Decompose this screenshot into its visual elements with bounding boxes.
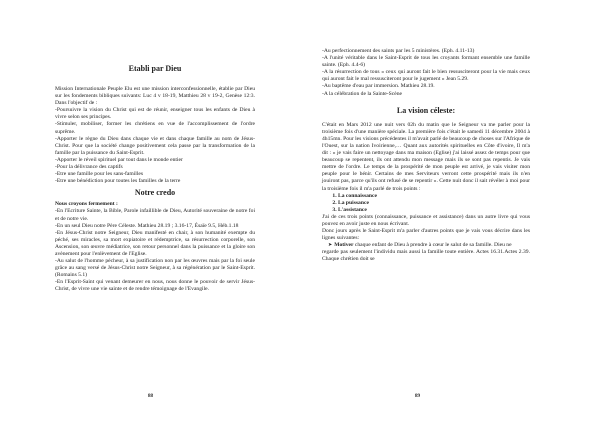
- point-item: 2. La puissance: [338, 200, 530, 207]
- paragraph: -Stimuler, mobiliser, former les chrétiens en vue de l'accomplissement de l'ordre suprême.: [55, 121, 255, 135]
- credo-item: -En Jésus-Christ notre Seigneur, Dieu manifesté en chair, à son humanité exempte du péché, ses miracles, sa mort expiatoire et rédemptrice, sa résurrection corporelle, son Ascension, son œuvre médiatrice, son retour personnel dans la puissance et la gloire son avènement pour l'enlèvement de l'Eglise.: [55, 229, 255, 257]
- paragraph: -Etre une bénédiction pour toutes les familles de la terre: [55, 178, 181, 185]
- paragraph: Donc jours après le Saint-Esprit m'a parler d'autres points que je vais vous décrire dans les lignes suivantes:: [322, 228, 530, 242]
- credo-item: -Au salut de l'homme pécheur, à sa justification non par les œuvres mais par la foi seule grâce au sang versé de Jésus-Christ notre Seigneur, à sa régénération par le Saint-Esprit. (Romains 5.1): [55, 258, 255, 279]
- credo-item: -En l'Ecriture Sainte, la Bible, Parole infaillible de Dieu, Autorité souveraine de notre foi et de notre vie.: [55, 208, 255, 222]
- left-column: [55, 0, 255, 294]
- belief-item: -A la résurrection de tous « ceux qui auront fait le bien ressusciteront pour la vie mais ceux qui auront fait le mal ressusciteront pour le jugement » Jean 5.29.: [322, 69, 530, 83]
- right-page: [300, 0, 600, 424]
- credo-intro: Nous croyons fermement :: [55, 201, 118, 208]
- paragraph: Mission Internationale Peuple Elu est une mission interconfessionnelle, établie par Dieu sur les fondements bibliques suivants: Luc 4 v 18-19, Matthieu 28 v 19-2, Genèse 12:3. Dans l'objectif de :: [55, 86, 255, 107]
- paragraph: -Apporter le réveil spirituel par tout dans le monde entier: [55, 156, 183, 163]
- motiver-text: chaque enfant de Dieu à prendre à cœur le salut de sa famille. Dieu ne: [353, 242, 512, 249]
- credo-item: -En l'Esprit-Saint qui venant demeurer en nous, nous donne le pouvoir de servir Jésus-Christ, de vivre une vie sainte et de rendre témoignage de l'Evangile.: [55, 279, 255, 293]
- points-list: [322, 193, 530, 214]
- paragraph: J'ai de ces trois points (connaissance, puissance et assistance) dans un autre livre qui vous pouvez en avoir juste en nous écrivant.: [322, 213, 530, 227]
- vision-paragraph: C'était en Mars 2012 une nuit vers 02h du matin que le Seigneur va me parler pour la troisième fois d'une manière spéciale. La première fois c'était le samedi 11 décembre 2004 à 4h15mn. Pour les visions précédentes il m'avait parlé de beaucoup de choses sur l'Afrique de l'Ouest, sur la nation Ivoirienne,… Quant aux autorités spirituelles en Côte d'ivoire, Il m'a dit : « je vais faire un nettoyage dans ma maison (Eglise) j'ai laissé assez de temps pour que beaucoup se repentent, ils ont attendu mon message mais ils se sont pas repentis. Je vais mettre de l'ordre. Le temps de la prospérité de mon peuple est arrivé, je vais visiter mon peuple pour le bénir. Certains de mes Serviteurs verront cette prospérité mais ils n'en jouiront pas, parce qu'ils ont refusé de se repentir ». Cette nuit donc il sait révéler à moi pour la troisième fois il m'a parlé de trois points :: [322, 121, 530, 192]
- point-item: 1. La connaissance: [338, 193, 530, 200]
- paragraph: regarde pas seulement l'individu mais aussi la famille toute entière. Actes 16.31.Actes 2.39. Chaque chrétien doit se: [322, 249, 530, 263]
- paragraph: -Pour la délivrance des captifs: [55, 164, 123, 171]
- belief-item: -A la célébration de la Sainte-Scène: [322, 90, 402, 97]
- belief-item: -Au perfectionnement des saints par les 5 ministères. (Eph. 4.11-13): [322, 48, 475, 54]
- heading-vision-celeste: La vision céleste:: [396, 105, 456, 115]
- heading-notre-credo: Notre credo: [134, 188, 176, 198]
- right-column: [322, 0, 530, 264]
- paragraph: -Poursuivre la vision du Christ qui est de réunir, enseigner tous les enfants de Dieu à vivre selon ses principes.: [55, 107, 255, 121]
- motiver-label: Motiver: [334, 242, 354, 249]
- paragraph: -Apporter le règne du Dieu dans chaque vie et dans chaque famille au nom de Jésus-Christ. Pour que la société change positivement cela passe par la transformation de la famille par la puissance du Saint-Esprit.: [55, 135, 255, 156]
- point-item: 3. L'assistance: [338, 207, 530, 214]
- credo-item: -En un seul Dieu notre Père Céleste. Mathieu 28.19 ; 3.16-17, Ésaïe 9.5, Héb.1.18: [55, 222, 239, 229]
- belief-item: -Au baptême d'eau par immersion. Mathieu 28.19.: [322, 83, 435, 90]
- belief-item: -A l'unité véritable dans le Saint-Esprit de tous les croyants formant ensemble une famille sainte. (Eph. 4.4-6): [322, 55, 530, 69]
- page-number-left: 88: [148, 394, 153, 399]
- heading-etabli-par-dieu: Etabli par Dieu: [128, 64, 182, 73]
- page-number-right: 89: [415, 394, 420, 399]
- arrow-bullet-icon: ➤: [328, 243, 333, 249]
- paragraph: -Etre une famille pour les sans-familles: [55, 171, 144, 178]
